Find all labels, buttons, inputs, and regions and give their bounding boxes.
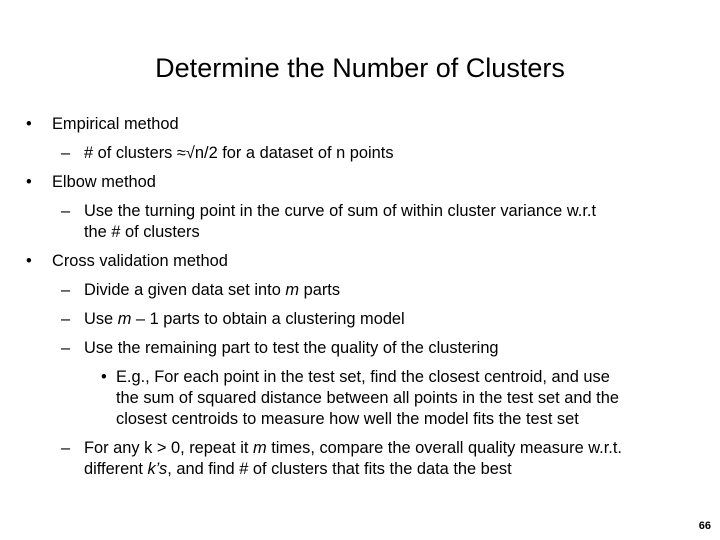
bullet-marker: •	[26, 173, 32, 191]
step4-text-c: different	[84, 460, 148, 478]
step2-variable-m: m	[117, 310, 132, 328]
sub-sub-bullet-example	[0, 363, 720, 434]
dash-marker: –	[61, 202, 71, 220]
dash-marker: –	[61, 281, 71, 299]
elbow-point-line-1: Use the turning point in the curve of sum of within cluster variance w.r.t	[84, 202, 596, 220]
elbow-point-line-2: the # of clusters	[84, 223, 200, 241]
sub-bullet-empirical-formula	[0, 139, 720, 168]
page-title: Determine the Number of Clusters	[155, 53, 565, 83]
step1-text-a: Divide a given data set into	[84, 281, 286, 299]
step4-text-a: For any k > 0, repeat it	[84, 439, 253, 457]
bullet-marker: •	[26, 252, 32, 270]
step1-variable-m: m	[285, 281, 300, 299]
step4-text-d: , and find # of clusters that fits the data the best	[167, 460, 512, 478]
step2-text-a: Use	[84, 310, 118, 328]
example-line-1: E.g., For each point in the test set, find the closest centroid, and use	[116, 368, 610, 386]
example-line-3: closest centroids to measure how well the model fits the test set	[116, 410, 579, 428]
sub-bullet-obtain-model	[0, 305, 720, 334]
step1-text-b: parts	[299, 281, 341, 299]
dash-marker: –	[61, 439, 71, 457]
page-number: 66	[698, 520, 711, 532]
example-line-2: the sum of squared distance between all points in the test set and the	[116, 389, 619, 407]
cross-validation-heading: Cross validation method	[52, 252, 228, 270]
bullet-cross-validation-method	[0, 247, 720, 276]
step2-text-b: – 1 parts to obtain a clustering model	[131, 310, 405, 328]
sub-bullet-elbow-turning-point	[0, 197, 720, 247]
bullet-marker: •	[101, 368, 107, 386]
step4-variable-ks: k’s	[147, 460, 168, 478]
sub-bullet-repeat-m-times	[0, 434, 720, 484]
step4-line-2	[84, 455, 720, 484]
step3-text: Use the remaining part to test the quality of the clustering	[84, 339, 499, 357]
empirical-formula-text: # of clusters ≈√n/2 for a dataset of n points	[84, 144, 394, 162]
elbow-method-heading: Elbow method	[52, 173, 156, 191]
step4-variable-m: m	[253, 439, 267, 457]
sub-bullet-test-quality	[0, 334, 720, 363]
bullet-elbow-method	[0, 168, 720, 197]
dash-marker: –	[61, 310, 71, 328]
step4-text-b: times, compare the overall quality measure w.r.t.	[266, 439, 622, 457]
bullet-empirical-method	[0, 110, 720, 139]
bullet-marker: •	[26, 115, 32, 133]
slide-body	[0, 110, 720, 484]
sub-bullet-divide-data	[0, 276, 720, 305]
empirical-method-heading: Empirical method	[52, 115, 179, 133]
dash-marker: –	[61, 339, 71, 357]
dash-marker: –	[61, 144, 71, 162]
